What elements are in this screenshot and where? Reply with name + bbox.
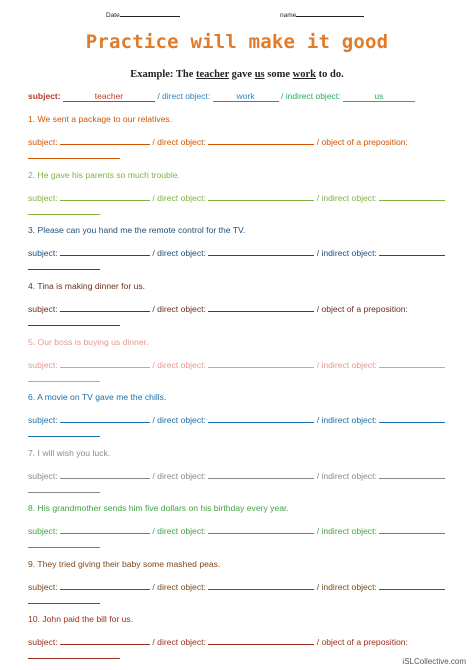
example-verb: gave: [229, 69, 255, 80]
example-middle: some: [264, 69, 293, 80]
indirect-object-label: / indirect object:: [316, 526, 377, 536]
example-io-answer: us: [343, 91, 415, 102]
extra-answer-row: [28, 206, 100, 217]
indirect-object-label: / indirect object:: [316, 360, 377, 370]
extra-answer-row: [28, 595, 100, 606]
footer-brand: iSLCollective.com: [402, 657, 466, 666]
subject-blank[interactable]: [60, 581, 150, 590]
extra-answer-row: [28, 484, 100, 495]
question-text: 4. Tina is making dinner for us.: [28, 281, 146, 291]
direct-object-blank[interactable]: [208, 247, 314, 256]
answer-line: [28, 247, 445, 258]
direct-object-blank[interactable]: [208, 414, 314, 423]
extra-answer-blank[interactable]: [28, 539, 100, 548]
answer-line: [28, 192, 445, 203]
indirect-object-label: / indirect object:: [316, 471, 377, 481]
indirect-object-blank[interactable]: [379, 525, 445, 534]
direct-object-blank[interactable]: [208, 192, 314, 201]
indirect-object-blank[interactable]: [379, 247, 445, 256]
example-answer-line: [28, 91, 415, 102]
subject-label: subject:: [28, 360, 58, 370]
indirect-object-label: / indirect object:: [316, 193, 377, 203]
indirect-object-blank[interactable]: [379, 192, 445, 201]
direct-object-label: / direct object:: [152, 137, 206, 147]
example-sentence: [0, 69, 474, 80]
example-subject-answer: teacher: [63, 91, 155, 102]
subject-blank[interactable]: [60, 303, 150, 312]
preposition-object-row: [28, 650, 120, 661]
direct-object-label: / direct object:: [152, 582, 206, 592]
direct-object-label: / direct object:: [152, 526, 206, 536]
subject-label: subject:: [28, 248, 58, 258]
question-text: 1. We sent a package to our relatives.: [28, 114, 173, 124]
example-io-label: / indirect object:: [278, 91, 341, 101]
indirect-object-label: / indirect object:: [316, 415, 377, 425]
direct-object-blank[interactable]: [208, 470, 314, 479]
date-blank[interactable]: [120, 10, 180, 17]
answer-line: [28, 414, 445, 425]
direct-object-label: / direct object:: [152, 248, 206, 258]
question-text: 7. I will wish you luck.: [28, 448, 111, 458]
subject-blank[interactable]: [60, 136, 150, 145]
subject-blank[interactable]: [60, 192, 150, 201]
subject-blank[interactable]: [60, 359, 150, 368]
subject-label: subject:: [28, 193, 58, 203]
indirect-object-blank[interactable]: [379, 470, 445, 479]
extra-answer-blank[interactable]: [28, 206, 100, 215]
direct-object-label: / direct object:: [152, 471, 206, 481]
preposition-object-label: / object of a preposition:: [316, 637, 408, 647]
preposition-object-blank[interactable]: [28, 650, 120, 659]
subject-blank[interactable]: [60, 414, 150, 423]
subject-label: subject:: [28, 526, 58, 536]
subject-label: subject:: [28, 137, 58, 147]
direct-object-label: / direct object:: [152, 360, 206, 370]
subject-label: subject:: [28, 304, 58, 314]
extra-answer-blank[interactable]: [28, 373, 100, 382]
extra-answer-blank[interactable]: [28, 484, 100, 493]
subject-blank[interactable]: [60, 525, 150, 534]
direct-object-blank[interactable]: [208, 581, 314, 590]
extra-answer-row: [28, 261, 100, 272]
question-text: 3. Please can you hand me the remote control for the TV.: [28, 225, 246, 235]
subject-blank[interactable]: [60, 247, 150, 256]
direct-object-label: / direct object:: [152, 415, 206, 425]
name-label: name: [280, 12, 297, 19]
answer-line: [28, 359, 445, 370]
direct-object-label: / direct object:: [152, 637, 206, 647]
question-text: 6. A movie on TV gave me the chills.: [28, 392, 167, 402]
preposition-object-label: / object of a preposition:: [316, 137, 408, 147]
subject-label: subject:: [28, 471, 58, 481]
question-text: 8. His grandmother sends him five dollars on his birthday every year.: [28, 503, 289, 513]
extra-answer-row: [28, 373, 100, 384]
direct-object-blank[interactable]: [208, 359, 314, 368]
page-title: Practice will make it good: [85, 31, 389, 53]
direct-object-label: / direct object:: [152, 304, 206, 314]
example-do-word: work: [292, 69, 316, 80]
question-text: 2. He gave his parents so much trouble.: [28, 170, 180, 180]
answer-line: [28, 303, 408, 314]
example-suffix: to do.: [316, 69, 344, 80]
preposition-object-blank[interactable]: [28, 150, 120, 159]
example-subject-word: teacher: [196, 69, 230, 80]
preposition-object-label: / object of a preposition:: [316, 304, 408, 314]
answer-line: [28, 581, 445, 592]
name-field[interactable]: [280, 10, 364, 19]
direct-object-blank[interactable]: [208, 303, 314, 312]
indirect-object-blank[interactable]: [379, 359, 445, 368]
preposition-object-row: [28, 150, 120, 161]
example-do-label: / direct object:: [154, 91, 211, 101]
extra-answer-row: [28, 428, 100, 439]
answer-line: [28, 470, 445, 481]
date-label: Date: [106, 12, 120, 19]
subject-label: subject:: [28, 415, 58, 425]
answer-line: [28, 636, 408, 647]
indirect-object-label: / indirect object:: [316, 248, 377, 258]
extra-answer-blank[interactable]: [28, 595, 100, 604]
example-subject-label: subject:: [28, 91, 61, 101]
extra-answer-row: [28, 539, 100, 550]
preposition-object-row: [28, 317, 120, 328]
question-text: 10. John paid the bill for us.: [28, 614, 134, 624]
extra-answer-blank[interactable]: [28, 261, 100, 270]
example-io-word: us: [254, 69, 265, 80]
date-field[interactable]: [106, 10, 180, 19]
name-blank[interactable]: [296, 10, 364, 17]
answer-line: [28, 136, 408, 147]
direct-object-blank[interactable]: [208, 636, 314, 645]
question-text: 5. Our boss is buying us dinner.: [28, 337, 149, 347]
answer-line: [28, 525, 445, 536]
indirect-object-blank[interactable]: [379, 581, 445, 590]
subject-blank[interactable]: [60, 636, 150, 645]
example-do-answer: work: [213, 91, 279, 102]
example-prefix: Example: The: [130, 69, 196, 80]
subject-label: subject:: [28, 582, 58, 592]
direct-object-blank[interactable]: [208, 525, 314, 534]
extra-answer-blank[interactable]: [28, 428, 100, 437]
question-text: 9. They tried giving their baby some mashed peas.: [28, 559, 221, 569]
preposition-object-blank[interactable]: [28, 317, 120, 326]
indirect-object-blank[interactable]: [379, 414, 445, 423]
direct-object-blank[interactable]: [208, 136, 314, 145]
subject-label: subject:: [28, 637, 58, 647]
direct-object-label: / direct object:: [152, 193, 206, 203]
indirect-object-label: / indirect object:: [316, 582, 377, 592]
subject-blank[interactable]: [60, 470, 150, 479]
